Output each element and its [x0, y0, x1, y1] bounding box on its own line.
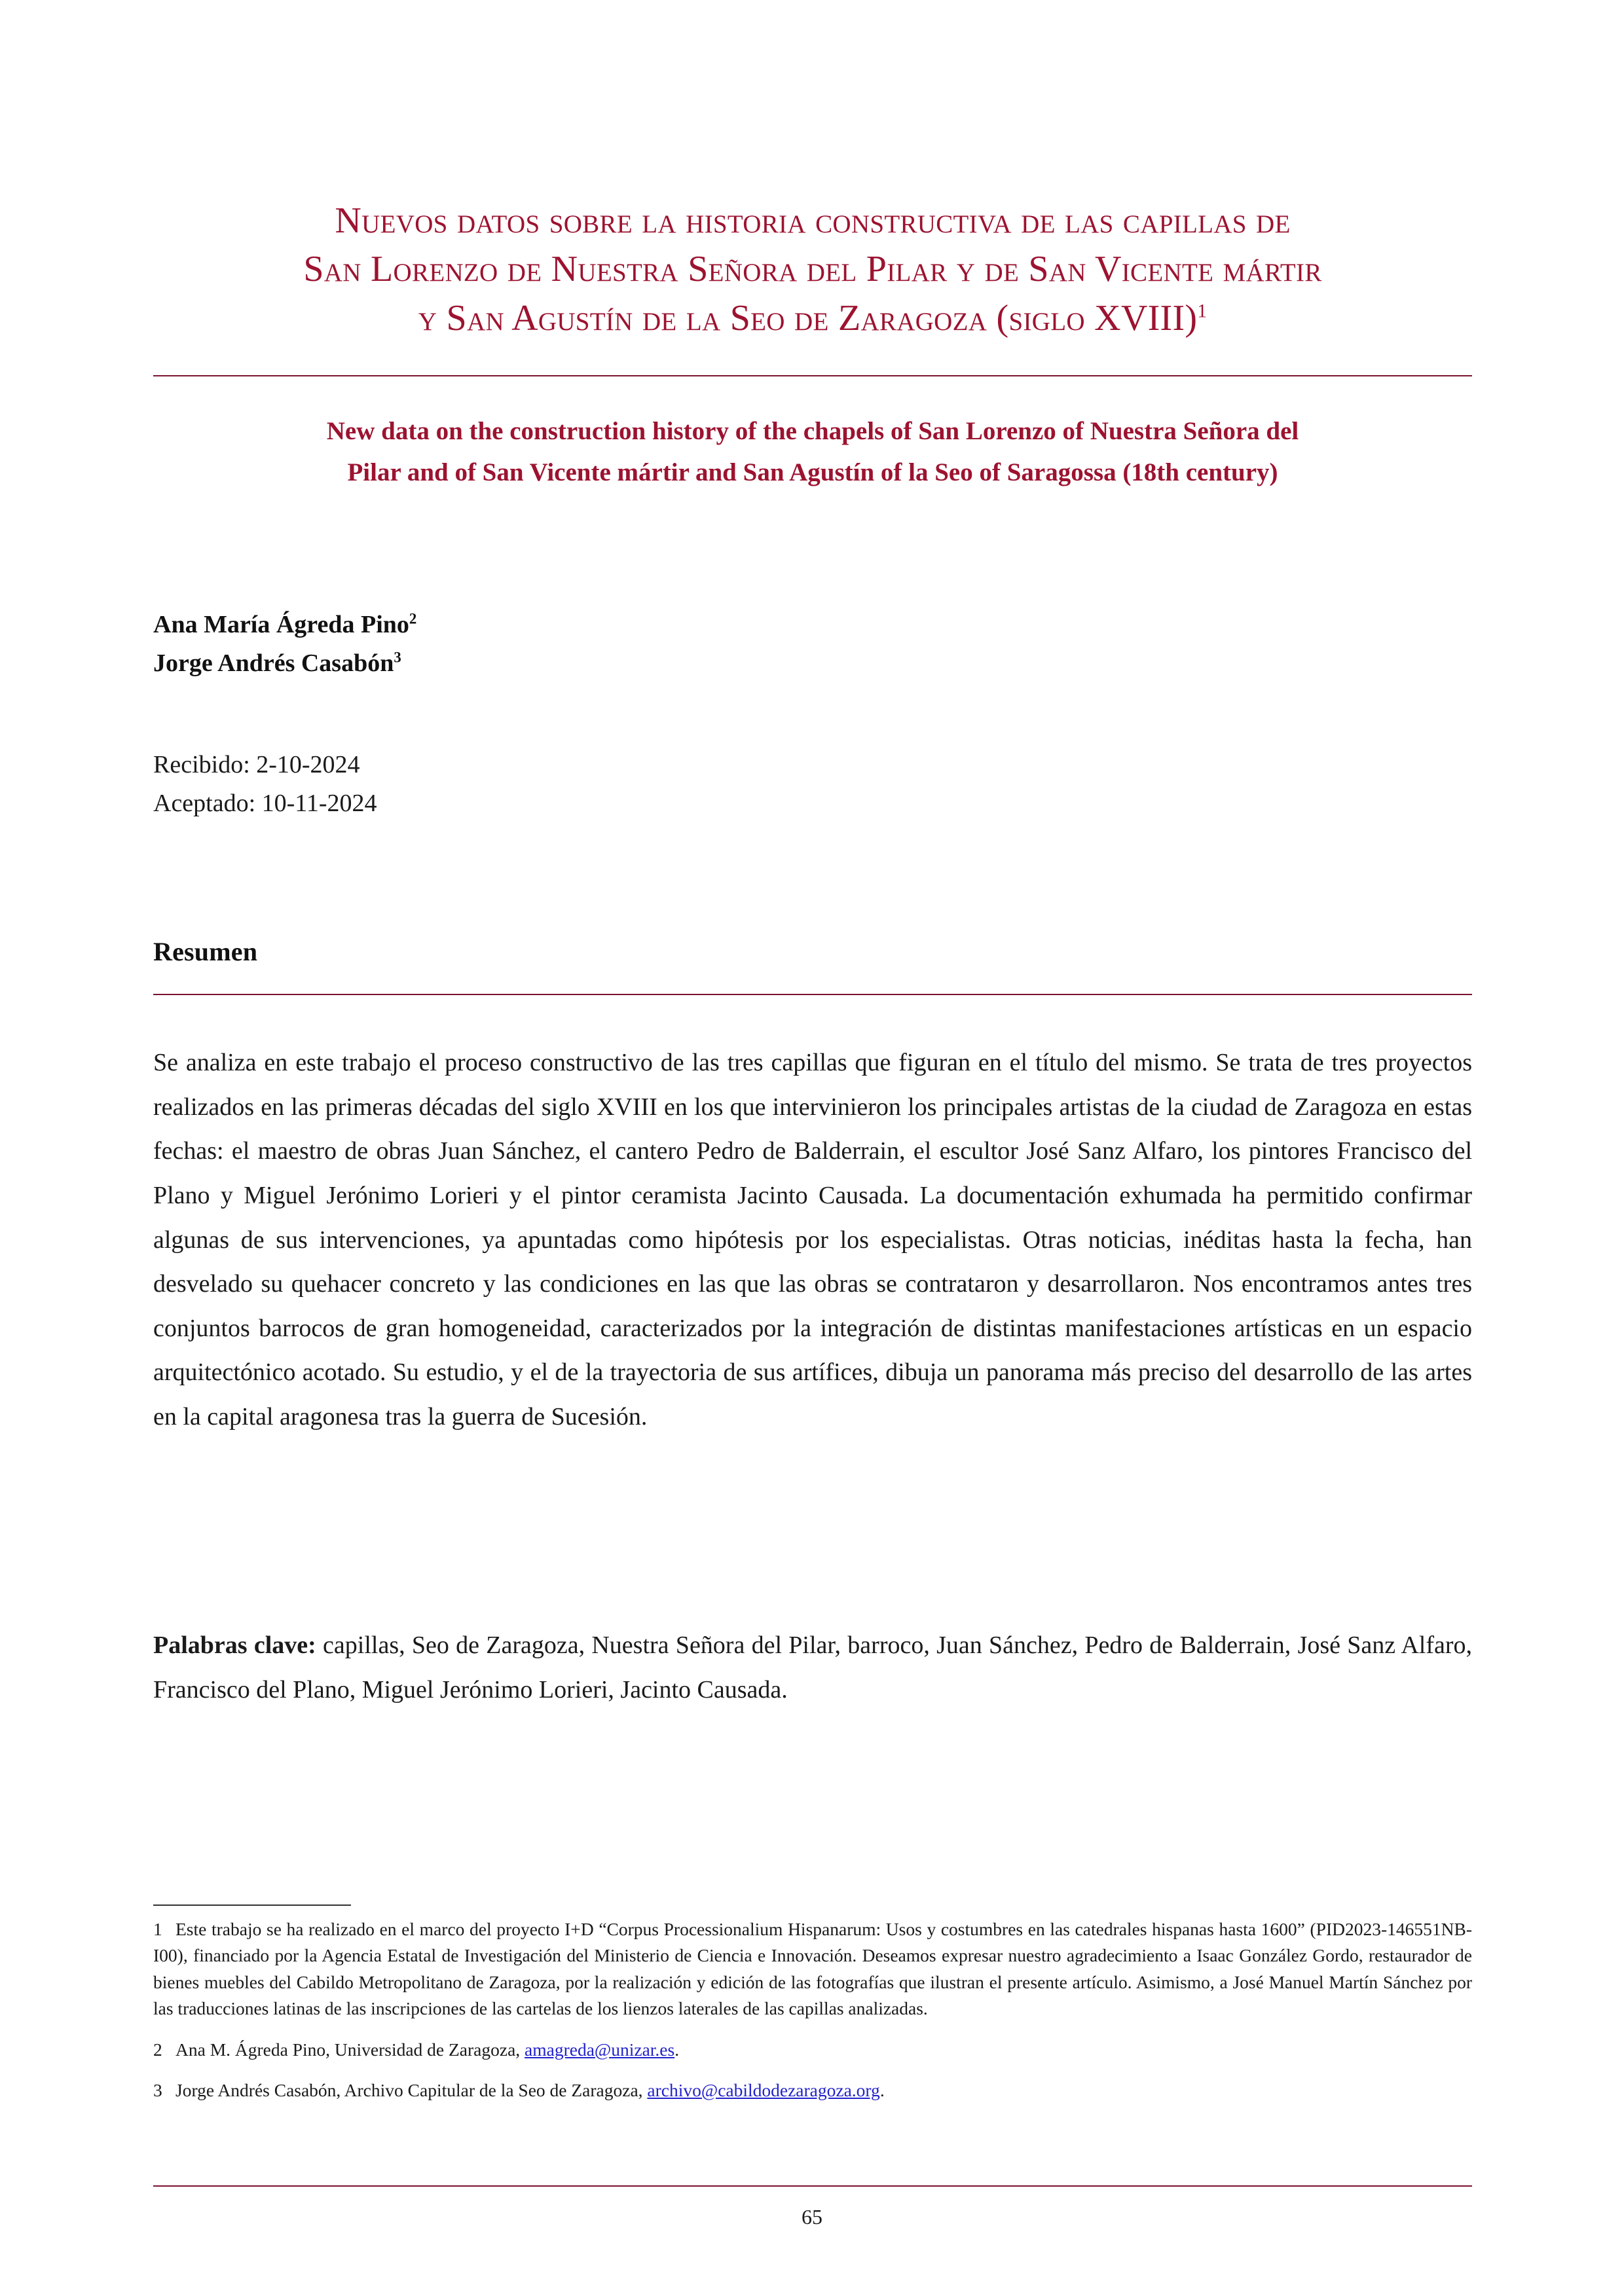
- abstract-heading-rule: [153, 994, 1472, 995]
- title-line-3: [153, 294, 1472, 342]
- footnote-separator-rule: [153, 1904, 351, 1906]
- page-number: 65: [802, 2205, 822, 2229]
- footnote-text: Este trabajo se ha realizado en el marco del proyecto I+D “Corpus Processionalium Hispanarum: Usos y costumbres en las catedrales hispanas hasta 1600” (PID2023-146551NB-I00), financiado por la Agencia Estatal de Investigación del Ministerio de Ciencia e Innovación. Deseamos expresar nuestro agradecimiento a Isaac González Gordo, restaurador de bienes muebles del Cabildo Metropolitano de Zaragoza, por la realización y edición de las fotografías que ilustran el presente artículo. Asimismo, a José Manuel Martín Sánchez por las traducciones latinas de las inscripciones de las cartelas de los lienzos laterales de las capillas analizadas.: [153, 1919, 1472, 2019]
- author-name: Jorge Andrés Casabón: [153, 649, 394, 677]
- footnote-text-tail: .: [674, 2039, 680, 2060]
- abstract-heading: Resumen: [153, 937, 258, 966]
- footnote-text: Jorge Andrés Casabón, Archivo Capitular de la Seo de Zaragoza,: [175, 2080, 648, 2101]
- footnote-number: 3: [153, 2080, 162, 2101]
- author-list: [153, 606, 1472, 683]
- title-line-3-prefix: y San Agustín de la Seo de Zaragoza (siglo: [418, 297, 1095, 338]
- footnote-item: [153, 1916, 1472, 2022]
- title-line-3-suffix: ): [1185, 297, 1198, 338]
- author-footnote-marker: 2: [409, 610, 417, 627]
- title-line-2: San Lorenzo de Nuestra Señora del Pilar y de San Vicente mártir: [303, 249, 1322, 290]
- email-link[interactable]: archivo@cabildodezaragoza.org: [647, 2080, 880, 2101]
- footnote-text-tail: .: [879, 2080, 885, 2101]
- title-line-1: Nuevos datos sobre la historia constructiva de las capillas de: [335, 200, 1291, 241]
- footnote-text: Ana M. Ágreda Pino, Universidad de Zaragoza,: [175, 2039, 525, 2060]
- page-subtitle-english: [153, 410, 1472, 493]
- title-divider-rule: [153, 375, 1472, 376]
- page-title: [153, 196, 1472, 342]
- footer-rule: [153, 2185, 1472, 2187]
- subtitle-line-2: Pilar and of San Vicente mártir and San Agustín of la Seo of Saragossa (18th century): [347, 458, 1278, 487]
- email-link[interactable]: amagreda@unizar.es: [525, 2039, 675, 2060]
- abstract-body: Se analiza en este trabajo el proceso constructivo de las tres capillas que figuran en el título del mismo. Se trata de tres proyectos realizados en las primeras décadas del siglo XVIII en los que intervinieron los principales artistas de la ciudad de Zaragoza en estas fechas: el maestro de obras Juan Sánchez, el cantero Pedro de Balderrain, el escultor José Sanz Alfaro, los pintores Francisco del Plano y Miguel Jerónimo Lorieri y el pintor ceramista Jacinto Causada. La documentación exhumada ha permitido confirmar algunas de sus intervenciones, ya apuntadas como hipótesis por los especialistas. Otras noticias, inéditas hasta la fecha, han desvelado su quehacer concreto y las condiciones en las que las obras se contrataron y desarrollaron. Nos encontramos antes tres conjuntos barrocos de gran homogeneidad, caracterizados por la integración de distintas manifestaciones artísticas en un espacio arquitectónico acotado. Su estudio, y el de la trayectoria de sus artífices, dibuja un panorama más preciso del desarrollo de las artes en la capital aragonesa tras la guerra de Sucesión.: [153, 1049, 1472, 1430]
- footnote-item: [153, 2077, 1472, 2104]
- date-received: Recibido: 2-10-2024: [153, 751, 360, 778]
- footnote-item: [153, 2037, 1472, 2063]
- author-entry: [153, 644, 1472, 683]
- submission-dates: [153, 746, 1472, 823]
- footnote-number: 1: [153, 1919, 162, 1939]
- author-footnote-marker: 3: [394, 649, 401, 666]
- author-entry: [153, 606, 1472, 644]
- footnote-list: [153, 1916, 1472, 2104]
- keywords-values: capillas, Seo de Zaragoza, Nuestra Señora del Pilar, barroco, Juan Sánchez, Pedro de Balderrain, José Sanz Alfaro, Francisco del Plano, Miguel Jerónimo Lorieri, Jacinto Causada.: [153, 1631, 1472, 1704]
- subtitle-line-1: New data on the construction history of the chapels of San Lorenzo of Nuestra Señora del: [326, 417, 1299, 445]
- date-accepted: Aceptado: 10-11-2024: [153, 789, 377, 817]
- keywords-label: Palabras clave:: [153, 1631, 316, 1659]
- title-century-roman: XVIII: [1094, 297, 1185, 338]
- footnote-number: 2: [153, 2039, 162, 2060]
- title-footnote-marker: 1: [1197, 301, 1208, 322]
- author-name: Ana María Ágreda Pino: [153, 611, 409, 638]
- keywords-block: [153, 1624, 1472, 1712]
